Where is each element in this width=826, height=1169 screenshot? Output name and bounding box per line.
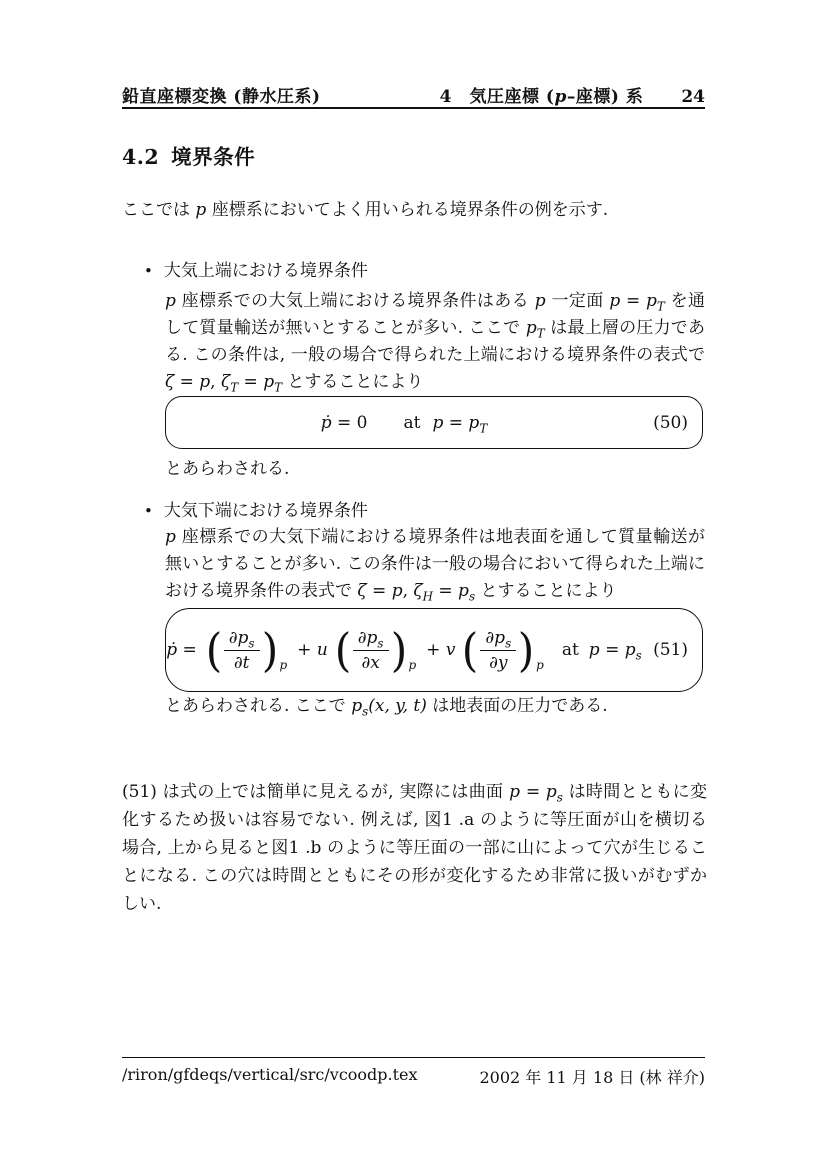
bullet-item-upper-boundary [144, 258, 368, 285]
eq51-term2-coefficient: + u [297, 640, 328, 660]
eq51-term-dpdt [205, 621, 289, 679]
after-eq51-paragraph: とあらわされる. ここで $p_s(x$, y, t) は地表面の圧力である. [165, 696, 608, 719]
eq51-lhs: ṗ = [166, 640, 197, 660]
closing-paragraph: (51) は式の上では簡単に見えるが, 実際には曲面 $p = p_s$ は時間とともに変化するため扱いは容易でない. 例えば, 図1 .a のように等圧面が山を横切る場合, 上から見ると図1 .b のように等圧面の一部に山によって穴が生じることになる. この穴は時間とともにその形が変化するため非常に扱いがむずかしい. [122, 782, 707, 914]
right-paren-glyph: ) [517, 623, 535, 677]
constant-pressure-subscript: p [279, 658, 288, 672]
running-head-chapter-number: 4 [439, 87, 452, 107]
running-head-chapter-title: 気圧座標 (p–座標) 系 [469, 87, 644, 107]
bullet1-body-paragraph: p 座標系での大気上端における境界条件はある p 一定面 $p = p_T$ を通して質量輸送が無いとすることが多い. ここで $p_T$ は最上層の圧力である. この条件は, 一般の場合で得られた上端における境界条件の表式で ζ = p, $\zeta_T = p_T$ とすることにより [165, 291, 705, 395]
bullet-marker-icon: • [144, 262, 153, 280]
equation-51 [166, 609, 642, 691]
bullet2-body-paragraph: p 座標系での大気下端における境界条件は地表面を通して質量輸送が無いとすることが多い. この条件は一般の場合において得られた上端における境界条件の表式で ζ = p, $\zeta_H = p_s$ とすることにより [165, 527, 705, 604]
section-number: 4.2 [122, 145, 160, 169]
footer-rule [122, 1057, 705, 1058]
equation-box-51 [165, 608, 703, 692]
header-rule [122, 107, 705, 109]
left-paren-glyph: ( [334, 623, 352, 677]
equation-number-50: (50) [653, 412, 688, 433]
fraction [353, 628, 389, 673]
right-paren-glyph: ) [390, 623, 407, 677]
footer-file-path: /riron/gfdeqs/vertical/src/vcoodp.tex [122, 1065, 418, 1084]
running-head-left: 鉛直座標変換 (静水圧系) [122, 87, 321, 107]
fraction [480, 628, 516, 673]
equation-box-50 [165, 396, 703, 449]
fraction-numerator: $\partial p_s$ [224, 628, 260, 651]
fraction [224, 628, 260, 673]
bullet2-heading: 大気下端における境界条件 [163, 501, 368, 521]
running-head-right [440, 82, 705, 107]
equation-number-51: (51) [653, 640, 688, 660]
bullet1-heading: 大気上端における境界条件 [163, 261, 368, 281]
eq51-term-dpdx [291, 621, 418, 679]
fraction-denominator: ∂t [233, 652, 250, 673]
eq50-at-keyword: at [403, 412, 421, 433]
equation-50 [166, 397, 642, 448]
eq51-at-keyword: at [561, 640, 579, 660]
fraction-numerator: $\partial p_s$ [353, 628, 389, 651]
fraction-denominator: ∂x [361, 652, 380, 673]
bullet-marker-icon: • [144, 502, 153, 520]
section-title: 境界条件 [171, 145, 256, 169]
right-paren-glyph: ) [261, 623, 278, 677]
left-paren-glyph: ( [205, 623, 223, 677]
eq51-term3-coefficient: + v [426, 640, 456, 660]
footer-date-author: 2002 年 11 月 18 日 (林 祥介) [479, 1068, 705, 1087]
eq50-lhs: ṗ = 0 [320, 412, 368, 433]
intro-paragraph: ここでは p 座標系においてよく用いられる境界条件の例を示す. [122, 200, 609, 220]
fraction-denominator: ∂y [489, 652, 508, 673]
after-eq50-text: とあらわされる. [165, 459, 290, 479]
section-heading [122, 140, 255, 170]
eq50-condition: $p = p_T$ [432, 412, 488, 435]
constant-pressure-subscript: p [536, 658, 544, 672]
fraction-numerator: $\partial p_s$ [480, 628, 516, 651]
eq51-condition: $p = p_s$ [588, 640, 642, 663]
left-paren-glyph: ( [462, 623, 479, 677]
eq51-term-dpdy [420, 621, 546, 679]
page-number: 24 [681, 87, 705, 107]
bullet-item-lower-boundary [144, 498, 368, 525]
constant-pressure-subscript: p [408, 658, 417, 672]
